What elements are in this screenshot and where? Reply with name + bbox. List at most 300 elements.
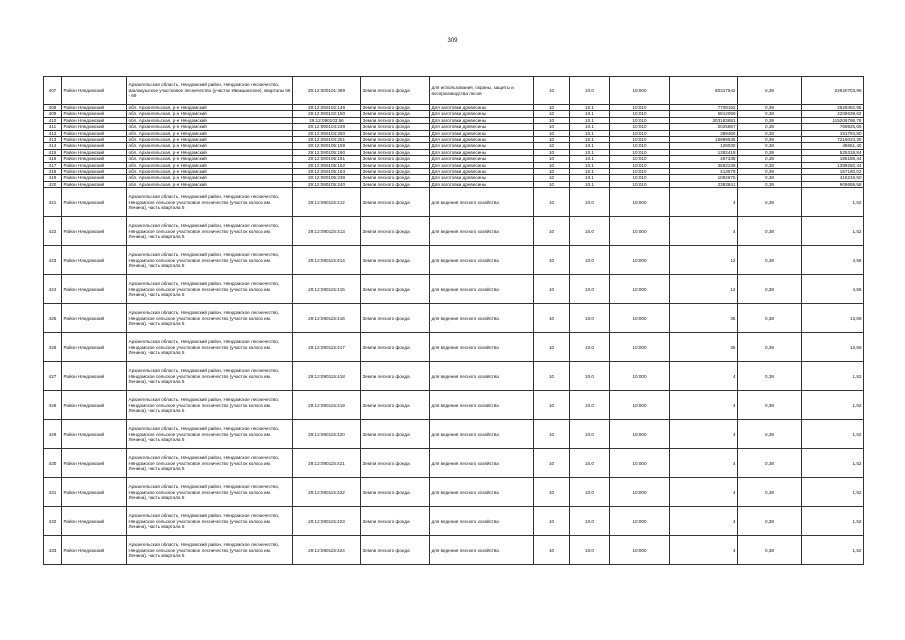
subcode-cell: 10.0 (570, 246, 610, 275)
land-category-cell: Земли лесного фонда (361, 111, 430, 117)
address-cell: обл. Архангельская, р-н Няндомский (127, 149, 293, 155)
subcode-cell: 10.1 (570, 124, 610, 130)
row-number: 410 (44, 117, 62, 123)
code-cell: 10 (534, 137, 570, 143)
cadastral-value-cell: 1,52 (802, 217, 864, 246)
area-cell: 4 (670, 478, 738, 507)
rate-cell: 0,38 (738, 478, 802, 507)
row-number: 413 (44, 137, 62, 143)
row-number: 416 (44, 156, 62, 162)
code-cell: 10 (534, 105, 570, 111)
cadastral-value-cell: 525318,84 (802, 149, 864, 155)
cadastral-number-cell: 29:12:090105:161 (293, 156, 361, 162)
area-cell: 3682238 (670, 162, 738, 168)
area-cell: 4 (670, 420, 738, 449)
rate-cell: 0,38 (738, 169, 802, 175)
cadastral-value-cell: 1,52 (802, 362, 864, 391)
row-number: 422 (44, 217, 62, 246)
rate-cell: 0,38 (738, 333, 802, 362)
cadastral-number-cell: 29:12:090115:415 (293, 275, 361, 304)
district-cell: Район Няндомский (62, 162, 127, 168)
subcode-cell: 10.1 (570, 181, 610, 187)
permitted-use-cell: Для заготовки древесины (430, 175, 534, 181)
district-cell: Район Няндомский (62, 130, 127, 136)
area-cell: 303183681 (670, 117, 738, 123)
group-code-cell: 10:010 (610, 175, 670, 181)
code-cell: 10 (534, 175, 570, 181)
rate-cell: 0,38 (738, 77, 802, 105)
permitted-use-cell: для ведения лесного хозяйства (430, 246, 534, 275)
permitted-use-cell: Для заготовки древесины (430, 181, 534, 187)
table-row (44, 362, 864, 391)
district-cell: Район Няндомский (62, 420, 127, 449)
area-cell: 12 (670, 246, 738, 275)
permitted-use-cell: Для заготовки древесины (430, 130, 534, 136)
cadastral-number-cell: 29:12:090115:414 (293, 246, 361, 275)
code-cell: 10 (534, 124, 570, 130)
row-number: 432 (44, 507, 62, 536)
district-cell: Район Няндомский (62, 117, 127, 123)
subcode-cell: 10.0 (570, 478, 610, 507)
area-cell: 36 (670, 304, 738, 333)
permitted-use-cell: Для заготовки древесины (430, 143, 534, 149)
area-cell: 413579 (670, 169, 738, 175)
area-cell: 7709192 (670, 105, 738, 111)
rate-cell: 0,38 (738, 137, 802, 143)
row-number: 407 (44, 77, 62, 105)
land-category-cell: Земли лесного фонда (361, 420, 430, 449)
row-number: 425 (44, 304, 62, 333)
row-number: 408 (44, 105, 62, 111)
code-cell: 10 (534, 449, 570, 478)
address-cell: Архангельская область, Няндомский район, Няндомское лесничество, Няндомское сельское участковое лесничество (участок колхоз им. Ленина), часть квартала 5 (127, 391, 293, 420)
code-cell: 10 (534, 149, 570, 155)
address-cell: обл. Архангельская, р-н Няндомский (127, 105, 293, 111)
subcode-cell: 10.1 (570, 130, 610, 136)
code-cell: 10 (534, 111, 570, 117)
code-cell: 10 (534, 130, 570, 136)
permitted-use-cell: для использования, охраны, защиты и воспроизводства лесов (430, 77, 534, 105)
land-category-cell: Земли лесного фонда (361, 124, 430, 130)
land-category-cell: Земли лесного фонда (361, 478, 430, 507)
cadastral-value-cell: 1,52 (802, 449, 864, 478)
group-code-cell: 10:000 (610, 420, 670, 449)
address-cell: обл. Архангельская, р-н Няндомский (127, 143, 293, 149)
address-cell: обл. Архангельская, р-н Няндомский (127, 137, 293, 143)
district-cell: Район Няндомский (62, 449, 127, 478)
row-number: 415 (44, 149, 62, 155)
group-code-cell: 10:010 (610, 156, 670, 162)
land-category-cell: Земли лесного фонда (361, 130, 430, 136)
group-code-cell: 10:010 (610, 181, 670, 187)
rate-cell: 0,38 (738, 130, 802, 136)
cadastral-number-cell: 29:12:090102:150 (293, 111, 361, 117)
land-category-cell: Земли лесного фонда (361, 391, 430, 420)
address-cell: Архангельская область, Няндомский район, Няндомское лесничество, Няндомское сельское участковое лесничество (участок колхоз им. Ленина), часть квартала 5 (127, 304, 293, 333)
code-cell: 10 (534, 181, 570, 187)
land-category-cell: Земли лесного фонда (361, 143, 430, 149)
rate-cell: 0,38 (738, 246, 802, 275)
code-cell: 10 (534, 420, 570, 449)
address-cell: обл. Архангельская, р-н Няндомский (127, 130, 293, 136)
cadastral-value-cell: 1,52 (802, 507, 864, 536)
address-cell: обл. Архангельская, р-н Няндомский (127, 124, 293, 130)
area-cell: 4 (670, 507, 738, 536)
land-category-cell: Земли лесного фонда (361, 169, 430, 175)
area-cell: 1382418 (670, 149, 738, 155)
area-cell: 60317542 (670, 77, 738, 105)
code-cell: 10 (534, 362, 570, 391)
table-row (44, 275, 864, 304)
row-number: 423 (44, 246, 62, 275)
cadastral-number-cell: 29:12:090115:412 (293, 188, 361, 217)
address-cell: обл. Архангельская, р-н Няндомский (127, 181, 293, 187)
subcode-cell: 10.0 (570, 217, 610, 246)
address-cell: обл. Архангельская, р-н Няндомский (127, 117, 293, 123)
row-number: 427 (44, 362, 62, 391)
subcode-cell: 10.0 (570, 449, 610, 478)
land-category-cell: Земли лесного фонда (361, 275, 430, 304)
address-cell: обл. Архангельская, р-н Няндомский (127, 156, 293, 162)
subcode-cell: 10.1 (570, 156, 610, 162)
cadastral-number-cell: 29:12:000101:389 (293, 77, 361, 105)
land-category-cell: Земли лесного фонда (361, 137, 430, 143)
address-cell: Архангельская область, Няндомский район, Няндомское лесничество, Шалакушское участковое лесничество (участок Ивакшанское), кварталы 66 - 69 (127, 77, 293, 105)
subcode-cell: 10.0 (570, 77, 610, 105)
permitted-use-cell: Для заготовки древесины (430, 117, 534, 123)
permitted-use-cell: для ведения лесного хозяйства (430, 478, 534, 507)
rate-cell: 0,38 (738, 175, 802, 181)
rate-cell: 0,38 (738, 362, 802, 391)
land-category-cell: Земли лесного фонда (361, 449, 430, 478)
rate-cell: 0,38 (738, 420, 802, 449)
group-code-cell: 10:000 (610, 333, 670, 362)
subcode-cell: 10.0 (570, 333, 610, 362)
row-number: 409 (44, 111, 62, 117)
rate-cell: 0,38 (738, 217, 802, 246)
code-cell: 10 (534, 333, 570, 362)
cadastral-value-cell: 13,68 (802, 333, 864, 362)
area-cell: 487338 (670, 156, 738, 162)
permitted-use-cell: Для заготовки древесины (430, 124, 534, 130)
group-code-cell: 10:010 (610, 137, 670, 143)
area-cell: 2393841 (670, 181, 738, 187)
rate-cell: 0,38 (738, 536, 802, 565)
cadastral-value-cell: 1,52 (802, 536, 864, 565)
cadastral-value-cell: 1,52 (802, 478, 864, 507)
cadastral-value-cell: 7216023,30 (802, 137, 864, 143)
cadastral-number-cell: 29:12:090115:413 (293, 217, 361, 246)
district-cell: Район Няндомский (62, 156, 127, 162)
cadastral-value-cell: 2208639,62 (802, 111, 864, 117)
address-cell: Архангельская область, Няндомский район, Няндомское лесничество, Няндомское сельское участковое лесничество (участок колхоз им. Ленина), часть квартала 5 (127, 536, 293, 565)
table-row (44, 391, 864, 420)
permitted-use-cell: для ведения лесного хозяйства (430, 188, 534, 217)
permitted-use-cell: для ведения лесного хозяйства (430, 333, 534, 362)
group-code-cell: 10:010 (610, 143, 670, 149)
row-number: 419 (44, 175, 62, 181)
cadastral-number-cell: 29:12:090105:159 (293, 143, 361, 149)
row-number: 420 (44, 181, 62, 187)
permitted-use-cell: для ведения лесного хозяйства (430, 536, 534, 565)
cadastral-number-cell: 29:12:090115:424 (293, 536, 361, 565)
group-code-cell: 10:000 (610, 275, 670, 304)
address-cell: Архангельская область, Няндомский район, Няндомское лесничество, Няндомское сельское участковое лесничество (участок колхоз им. Ленина), часть квартала 5 (127, 217, 293, 246)
district-cell: Район Няндомский (62, 105, 127, 111)
cadastral-number-cell: 29:12:090115:422 (293, 478, 361, 507)
cadastral-number-cell: 29:12:090115:420 (293, 420, 361, 449)
group-code-cell: 10:000 (610, 304, 670, 333)
code-cell: 10 (534, 162, 570, 168)
land-category-cell: Земли лесного фонда (361, 162, 430, 168)
address-cell: Архангельская область, Няндомский район, Няндомское лесничество, Няндомское сельское участковое лесничество (участок колхоз им. Ленина), часть квартала 5 (127, 507, 293, 536)
land-category-cell: Земли лесного фонда (361, 246, 430, 275)
row-number: 418 (44, 169, 62, 175)
district-cell: Район Няндомский (62, 77, 127, 105)
rate-cell: 0,38 (738, 149, 802, 155)
area-cell: 4 (670, 188, 738, 217)
permitted-use-cell: для ведения лесного хозяйства (430, 507, 534, 536)
cadastral-value-cell: 1,52 (802, 391, 864, 420)
cadastral-number-cell: 29:12:090104:250 (293, 130, 361, 136)
cadastral-value-cell: 1,52 (802, 420, 864, 449)
subcode-cell: 10.1 (570, 137, 610, 143)
cadastral-value-cell: 769825,66 (802, 124, 864, 130)
cadastral-value-cell: 22920703,96 (802, 77, 864, 105)
cadastral-number-cell: 29:12:090115:418 (293, 362, 361, 391)
cadastral-number-cell: 29:12:090105:163 (293, 169, 361, 175)
cadastral-value-cell: 4,56 (802, 275, 864, 304)
permitted-use-cell: Для заготовки древесины (430, 111, 534, 117)
code-cell: 10 (534, 77, 570, 105)
permitted-use-cell: Для заготовки древесины (430, 156, 534, 162)
address-cell: обл. Архангельская, р-н Няндомский (127, 169, 293, 175)
land-category-cell: Земли лесного фонда (361, 304, 430, 333)
code-cell: 10 (534, 217, 570, 246)
district-cell: Район Няндомский (62, 333, 127, 362)
land-category-cell: Земли лесного фонда (361, 117, 430, 123)
cadastral-number-cell: 29:12:090115:417 (293, 333, 361, 362)
table-row (44, 304, 864, 333)
code-cell: 10 (534, 536, 570, 565)
subcode-cell: 10.0 (570, 507, 610, 536)
permitted-use-cell: Для заготовки древесины (430, 105, 534, 111)
land-category-cell: Земли лесного фонда (361, 149, 430, 155)
table-row (44, 188, 864, 217)
subcode-cell: 10.0 (570, 304, 610, 333)
address-cell: Архангельская область, Няндомский район, Няндомское лесничество, Няндомское сельское участковое лесничество (участок колхоз им. Ленина), часть квартала 5 (127, 478, 293, 507)
district-cell: Район Няндомский (62, 275, 127, 304)
district-cell: Район Няндомский (62, 217, 127, 246)
address-cell: Архангельская область, Няндомский район, Няндомское лесничество, Няндомское сельское участковое лесничество (участок колхоз им. Ленина), часть квартала 5 (127, 333, 293, 362)
address-cell: Архангельская область, Няндомский район, Няндомское лесничество, Няндомское сельское участковое лесничество (участок колхоз им. Ленина), часть квартала 5 (127, 188, 293, 217)
permitted-use-cell: для ведения лесного хозяйства (430, 391, 534, 420)
cadastral-number-cell: 29:12:090102:149 (293, 105, 361, 111)
subcode-cell: 10.0 (570, 420, 610, 449)
address-cell: Архангельская область, Няндомский район, Няндомское лесничество, Няндомское сельское участковое лесничество (участок колхоз им. Ленина), часть квартала 5 (127, 246, 293, 275)
land-category-cell: Земли лесного фонда (361, 536, 430, 565)
table-row (44, 449, 864, 478)
code-cell: 10 (534, 478, 570, 507)
table-row (44, 420, 864, 449)
cadastral-number-cell: 29:12:090103:56 (293, 117, 361, 123)
permitted-use-cell: для ведения лесного хозяйства (430, 449, 534, 478)
row-number: 424 (44, 275, 62, 304)
row-number: 428 (44, 391, 62, 420)
land-category-cell: Земли лесного фонда (361, 188, 430, 217)
cadastral-value-cell: 185188,44 (802, 156, 864, 162)
district-cell: Район Няндомский (62, 169, 127, 175)
group-code-cell: 10:010 (610, 130, 670, 136)
group-code-cell: 10:000 (610, 362, 670, 391)
district-cell: Район Няндомский (62, 124, 127, 130)
cadastral-number-cell: 29:12:090104:251 (293, 137, 361, 143)
row-number: 417 (44, 162, 62, 168)
code-cell: 10 (534, 304, 570, 333)
area-cell: 4 (670, 536, 738, 565)
row-number: 426 (44, 333, 62, 362)
code-cell: 10 (534, 143, 570, 149)
address-cell: Архангельская область, Няндомский район, Няндомское лесничество, Няндомское сельское участковое лесничество (участок колхоз им. Ленина), часть квартала 5 (127, 420, 293, 449)
table-row (44, 536, 864, 565)
table-row (44, 77, 864, 105)
subcode-cell: 10.1 (570, 162, 610, 168)
permitted-use-cell: Для заготовки древесины (430, 162, 534, 168)
code-cell: 10 (534, 507, 570, 536)
table-row (44, 333, 864, 362)
group-code-cell: 10:000 (610, 77, 670, 105)
address-cell: Архангельская область, Няндомский район, Няндомское лесничество, Няндомское сельское участковое лесничество (участок колхоз им. Ленина), часть квартала 5 (127, 449, 293, 478)
rate-cell: 0,38 (738, 181, 802, 187)
row-number: 431 (44, 478, 62, 507)
area-cell: 5812069 (670, 111, 738, 117)
rate-cell: 0,38 (738, 162, 802, 168)
district-cell: Район Няндомский (62, 111, 127, 117)
district-cell: Район Няндомский (62, 149, 127, 155)
cadastral-number-cell: 29:12:090105:160 (293, 149, 361, 155)
group-code-cell: 10:010 (610, 162, 670, 168)
rate-cell: 0,38 (738, 143, 802, 149)
district-cell: Район Няндомский (62, 137, 127, 143)
row-number: 433 (44, 536, 62, 565)
land-category-cell: Земли лесного фонда (361, 507, 430, 536)
permitted-use-cell: для ведения лесного хозяйства (430, 275, 534, 304)
group-code-cell: 10:000 (610, 188, 670, 217)
district-cell: Район Няндомский (62, 188, 127, 217)
rate-cell: 0,38 (738, 507, 802, 536)
row-number: 412 (44, 130, 62, 136)
cadastral-value-cell: 48651,40 (802, 143, 864, 149)
land-category-cell: Земли лесного фонда (361, 362, 430, 391)
district-cell: Район Няндомский (62, 536, 127, 565)
area-cell: 1092675 (670, 175, 738, 181)
group-code-cell: 10:010 (610, 169, 670, 175)
area-cell: 4 (670, 391, 738, 420)
subcode-cell: 10.0 (570, 391, 610, 420)
group-code-cell: 10:010 (610, 124, 670, 130)
code-cell: 10 (534, 117, 570, 123)
group-code-cell: 10:000 (610, 536, 670, 565)
subcode-cell: 10.1 (570, 149, 610, 155)
subcode-cell: 10.1 (570, 111, 610, 117)
subcode-cell: 10.1 (570, 143, 610, 149)
subcode-cell: 10.1 (570, 117, 610, 123)
code-cell: 10 (534, 169, 570, 175)
land-category-cell: Земли лесного фонда (361, 181, 430, 187)
page-number: 309 (447, 38, 458, 44)
cadastral-value-cell: 13,68 (802, 304, 864, 333)
cadastral-number-cell: 29:12:090115:419 (293, 391, 361, 420)
cadastral-value-cell: 1,52 (802, 188, 864, 217)
address-cell: Архангельская область, Няндомский район, Няндомское лесничество, Няндомское сельское участковое лесничество (участок колхоз им. Ленина), часть квартала 5 (127, 275, 293, 304)
district-cell: Район Няндомский (62, 143, 127, 149)
group-code-cell: 10:010 (610, 111, 670, 117)
land-category-cell: Земли лесного фонда (361, 175, 430, 181)
group-code-cell: 10:010 (610, 105, 670, 111)
code-cell: 10 (534, 188, 570, 217)
code-cell: 10 (534, 246, 570, 275)
group-code-cell: 10:000 (610, 507, 670, 536)
address-cell: Архангельская область, Няндомский район, Няндомское лесничество, Няндомское сельское участковое лесничество (участок колхоз им. Ленина), часть квартала 5 (127, 362, 293, 391)
subcode-cell: 10.0 (570, 536, 610, 565)
rate-cell: 0,38 (738, 391, 802, 420)
group-code-cell: 10:000 (610, 449, 670, 478)
table-row (44, 246, 864, 275)
district-cell: Район Няндомский (62, 246, 127, 275)
cadastral-number-cell: 29:12:090105:162 (293, 162, 361, 168)
table-row (44, 478, 864, 507)
cadastral-value-cell: 115209798,78 (802, 117, 864, 123)
rate-cell: 0,38 (738, 188, 802, 217)
subcode-cell: 10.0 (570, 275, 610, 304)
permitted-use-cell: Для заготовки древесины (430, 169, 534, 175)
cadastral-number-cell: 29:12:090104:249 (293, 124, 361, 130)
district-cell: Район Няндомский (62, 391, 127, 420)
group-code-cell: 10:000 (610, 478, 670, 507)
land-category-cell: Земли лесного фонда (361, 77, 430, 105)
area-cell: 399460 (670, 130, 738, 136)
district-cell: Район Няндомский (62, 362, 127, 391)
cadastral-number-cell: 29:12:090105:240 (293, 181, 361, 187)
rate-cell: 0,38 (738, 105, 802, 111)
group-code-cell: 10:010 (610, 149, 670, 155)
cadastral-table (43, 76, 864, 565)
district-cell: Район Няндомский (62, 478, 127, 507)
subcode-cell: 10.0 (570, 362, 610, 391)
rate-cell: 0,38 (738, 156, 802, 162)
row-number: 411 (44, 124, 62, 130)
subcode-cell: 10.1 (570, 169, 610, 175)
address-cell: обл. Архангельская, р-н Няндомский (127, 162, 293, 168)
permitted-use-cell: Для заготовки древесины (430, 149, 534, 155)
cadastral-number-cell: 29:12:090105:238 (293, 175, 361, 181)
code-cell: 10 (534, 156, 570, 162)
cadastral-value-cell: 2929492,96 (802, 105, 864, 111)
group-code-cell: 10:000 (610, 391, 670, 420)
land-category-cell: Земли лесного фонда (361, 105, 430, 111)
cadastral-value-cell: 151794,80 (802, 130, 864, 136)
code-cell: 10 (534, 275, 570, 304)
code-cell: 10 (534, 391, 570, 420)
rate-cell: 0,38 (738, 111, 802, 117)
district-cell: Район Няндомский (62, 175, 127, 181)
subcode-cell: 10.0 (570, 188, 610, 217)
area-cell: 18989535 (670, 137, 738, 143)
rate-cell: 0,38 (738, 275, 802, 304)
cadastral-value-cell: 415216,50 (802, 175, 864, 181)
subcode-cell: 10.1 (570, 175, 610, 181)
row-number: 421 (44, 188, 62, 217)
